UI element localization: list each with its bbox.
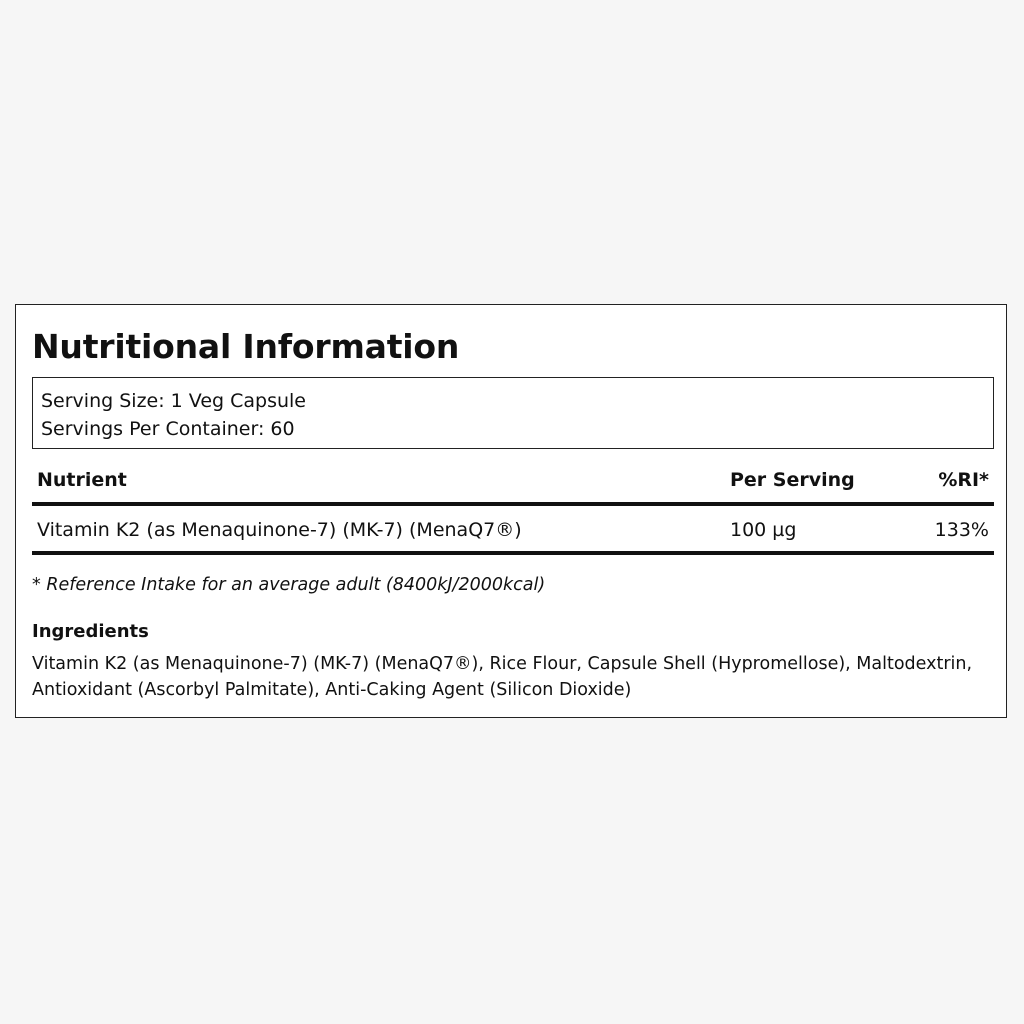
header-nutrient: Nutrient bbox=[37, 469, 127, 491]
serving-info-box bbox=[32, 377, 994, 449]
ingredients-heading: Ingredients bbox=[32, 621, 149, 642]
nutrient-table bbox=[32, 465, 994, 555]
ingredients-line: Vitamin K2 (as Menaquinone-7) (MK-7) (MenaQ7®), Rice Flour, Capsule Shell (Hypromellose), Maltodextrin, bbox=[32, 654, 973, 674]
ingredients-text bbox=[32, 651, 992, 703]
table-header bbox=[32, 465, 994, 502]
ri-footnote: * Reference Intake for an average adult (8400kJ/2000kcal) bbox=[32, 575, 546, 595]
header-ri: %RI* bbox=[938, 469, 989, 491]
table-row bbox=[32, 506, 994, 551]
servings-per-container: Servings Per Container: 60 bbox=[41, 418, 295, 440]
table-bottom-divider bbox=[32, 551, 994, 555]
row-per-serving: 100 µg bbox=[730, 519, 797, 541]
nutrition-panel bbox=[15, 304, 1007, 718]
serving-size: Serving Size: 1 Veg Capsule bbox=[41, 390, 306, 412]
row-ri: 133% bbox=[934, 519, 989, 541]
row-nutrient: Vitamin K2 (as Menaquinone-7) (MK-7) (MenaQ7®) bbox=[37, 519, 522, 541]
ingredients-line: Antioxidant (Ascorbyl Palmitate), Anti-Caking Agent (Silicon Dioxide) bbox=[32, 680, 632, 700]
panel-title: Nutritional Information bbox=[32, 327, 460, 366]
header-per-serving: Per Serving bbox=[730, 469, 855, 491]
